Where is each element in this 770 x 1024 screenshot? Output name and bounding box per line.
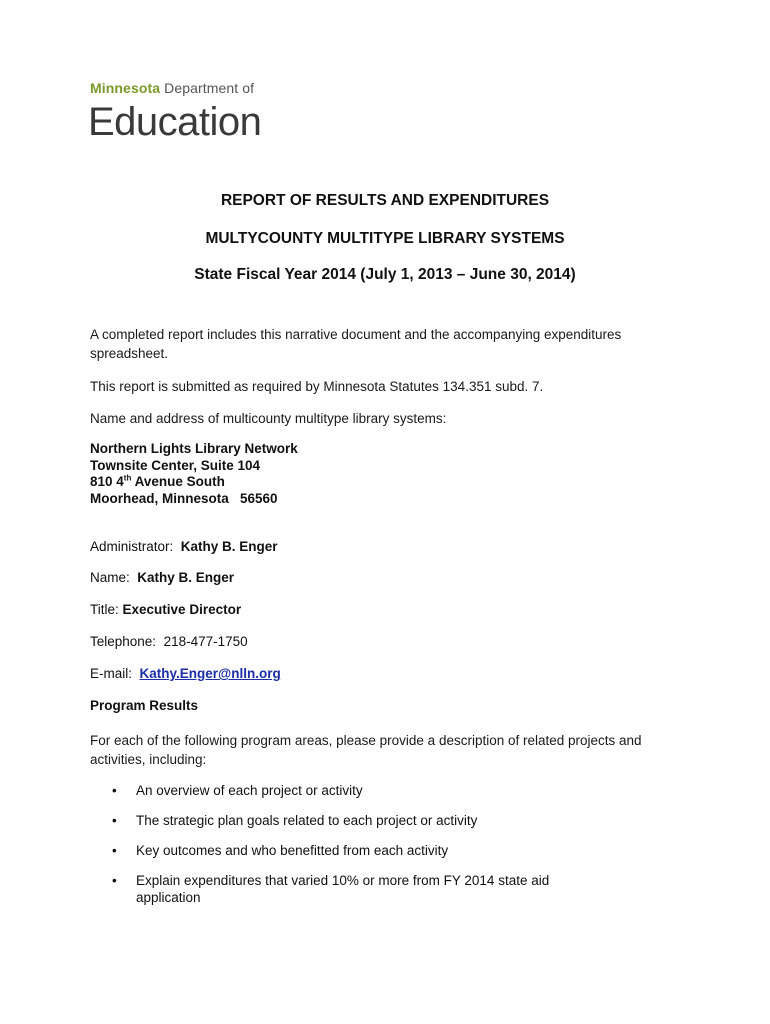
- title-label: Title:: [90, 602, 119, 617]
- email-link[interactable]: Kathy.Enger@nlln.org: [139, 666, 281, 681]
- bullet-text: The strategic plan goals related to each project or activity: [136, 813, 478, 828]
- administrator-label: Administrator:: [90, 539, 174, 554]
- address-line-3-number: 810 4: [90, 474, 124, 489]
- address-line-1: Northern Lights Library Network: [90, 441, 298, 456]
- program-results-heading: Program Results: [90, 698, 199, 713]
- bullet-text: Explain expenditures that varied 10% or more from FY 2014 state aid application: [136, 873, 550, 905]
- logo-education-text: Education: [88, 100, 262, 144]
- logo-department-text: Department of: [164, 80, 255, 96]
- address-line-3-ordinal: th: [123, 473, 132, 483]
- name-address-label: Name and address of multicounty multitype library systems:: [90, 411, 447, 426]
- fiscal-year-title: State Fiscal Year 2014 (July 1, 2013 – June 30, 2014): [194, 266, 576, 283]
- administrator-field: [90, 539, 278, 554]
- telephone-field: [90, 634, 248, 649]
- logo-brand: Minnesota: [90, 80, 161, 96]
- name-label: Name:: [90, 570, 130, 585]
- telephone-label: Telephone:: [90, 634, 157, 649]
- report-title: REPORT OF RESULTS AND EXPENDITURES: [220, 192, 550, 209]
- title-field: [90, 602, 241, 617]
- bullet-dot: •: [112, 873, 117, 888]
- address-line-2: Townsite Center, Suite 104: [90, 457, 261, 473]
- program-intro-paragraph: For each of the following program areas, please provide a description of related projects and activities, including:: [90, 733, 642, 767]
- intro-paragraph: A completed report includes this narrative document and the accompanying expenditures spreadsheet.: [90, 327, 622, 361]
- email-label: E-mail:: [90, 666, 133, 681]
- bullet-dot: •: [112, 813, 117, 828]
- name-field: [90, 570, 234, 585]
- email-field: [90, 666, 281, 681]
- bullet-dot: •: [112, 843, 117, 858]
- system-address: [90, 441, 298, 507]
- name-value: Kathy B. Enger: [137, 570, 235, 585]
- bullet-dot: •: [112, 783, 117, 798]
- telephone-value: 218-477-1750: [163, 634, 248, 649]
- mde-logo: [90, 80, 290, 150]
- administrator-value: Kathy B. Enger: [180, 539, 278, 554]
- bullet-text: An overview of each project or activity: [136, 783, 363, 798]
- report-subtitle: MULTYCOUNTY MULTITYPE LIBRARY SYSTEMS: [205, 230, 565, 247]
- logo-line1: [90, 80, 254, 96]
- address-line-3: [90, 474, 298, 491]
- statute-paragraph: This report is submitted as required by Minnesota Statutes 134.351 subd. 7.: [90, 379, 544, 394]
- address-line-4: Moorhead, Minnesota 56560: [90, 490, 278, 506]
- bullet-text: Key outcomes and who benefitted from each activity: [136, 843, 449, 858]
- title-value: Executive Director: [122, 602, 242, 617]
- address-line-3-street: Avenue South: [131, 474, 225, 489]
